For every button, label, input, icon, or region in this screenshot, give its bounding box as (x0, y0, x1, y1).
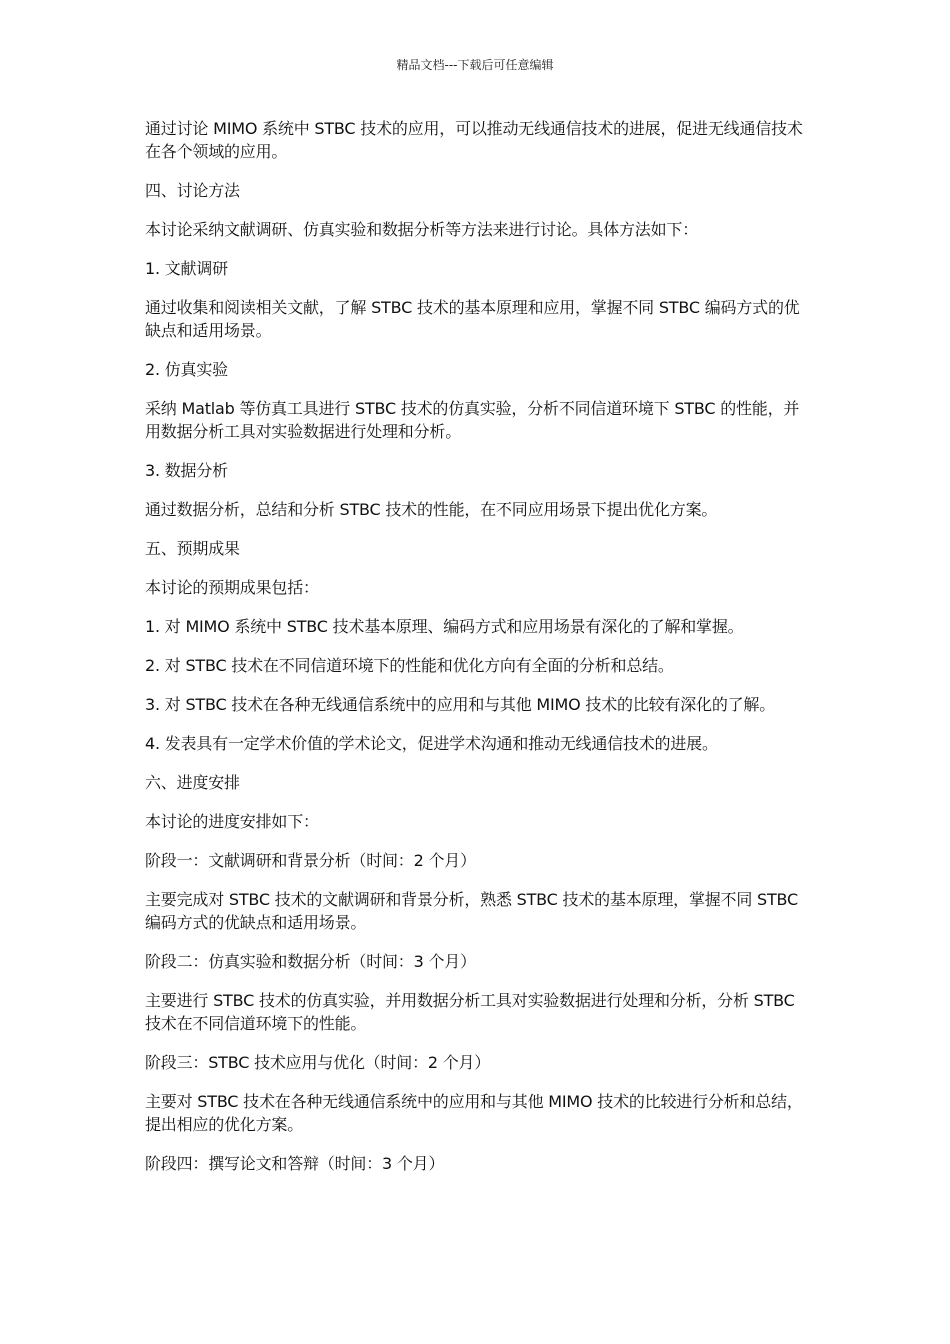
paragraph: 本讨论采纳文献调研、仿真实验和数据分析等方法来进行讨论。具体方法如下： (145, 220, 699, 239)
list-item: 4. 发表具有一定学术价值的学术论文，促进学术沟通和推动无线通信技术的进展。 (145, 734, 718, 753)
list-heading: 1. 文献调研 (145, 259, 228, 278)
phase-heading: 阶段三：STBC 技术应用与优化（时间：2 个月） (145, 1053, 491, 1072)
paragraph: 通过讨论 MIMO 系统中 STBC 技术的应用，可以推动无线通信技术的进展，促进无线通信技术在各个领域的应用。 (145, 119, 803, 161)
document-body (145, 117, 810, 1191)
list-item: 3. 对 STBC 技术在各种无线通信系统中的应用和与其他 MIMO 技术的比较有深化的了解。 (145, 695, 776, 714)
paragraph: 主要进行 STBC 技术的仿真实验，并用数据分析工具对实验数据进行处理和分析，分析 STBC 技术在不同信道环境下的性能。 (145, 991, 795, 1033)
list-heading: 2. 仿真实验 (145, 360, 228, 379)
paragraph: 通过收集和阅读相关文献，了解 STBC 技术的基本原理和应用，掌握不同 STBC 编码方式的优缺点和适用场景。 (145, 298, 800, 340)
paragraph: 本讨论的进度安排如下： (145, 812, 319, 831)
phase-heading: 阶段二：仿真实验和数据分析（时间：3 个月） (145, 952, 476, 971)
section-heading: 六、进度安排 (145, 773, 240, 792)
list-item: 2. 对 STBC 技术在不同信道环境下的性能和优化方向有全面的分析和总结。 (145, 656, 674, 675)
page-header: 精品文档---下载后可任意编辑 (396, 58, 554, 72)
paragraph: 本讨论的预期成果包括： (145, 578, 319, 597)
list-item: 1. 对 MIMO 系统中 STBC 技术基本原理、编码方式和应用场景有深化的了解和掌握。 (145, 617, 744, 636)
paragraph: 采纳 Matlab 等仿真工具进行 STBC 技术的仿真实验，分析不同信道环境下 STBC 的性能，并用数据分析工具对实验数据进行处理和分析。 (145, 399, 800, 441)
phase-heading: 阶段一：文献调研和背景分析（时间：2 个月） (145, 851, 476, 870)
paragraph: 主要完成对 STBC 技术的文献调研和背景分析，熟悉 STBC 技术的基本原理，掌握不同 STBC 编码方式的优缺点和适用场景。 (145, 890, 799, 932)
section-heading: 四、讨论方法 (145, 181, 240, 200)
paragraph: 通过数据分析，总结和分析 STBC 技术的性能，在不同应用场景下提出优化方案。 (145, 500, 718, 519)
list-heading: 3. 数据分析 (145, 461, 228, 480)
section-heading: 五、预期成果 (145, 539, 240, 558)
paragraph: 主要对 STBC 技术在各种无线通信系统中的应用和与其他 MIMO 技术的比较进行分析和总结，提出相应的优化方案。 (145, 1092, 803, 1134)
phase-heading: 阶段四：撰写论文和答辩（时间：3 个月） (145, 1154, 445, 1173)
